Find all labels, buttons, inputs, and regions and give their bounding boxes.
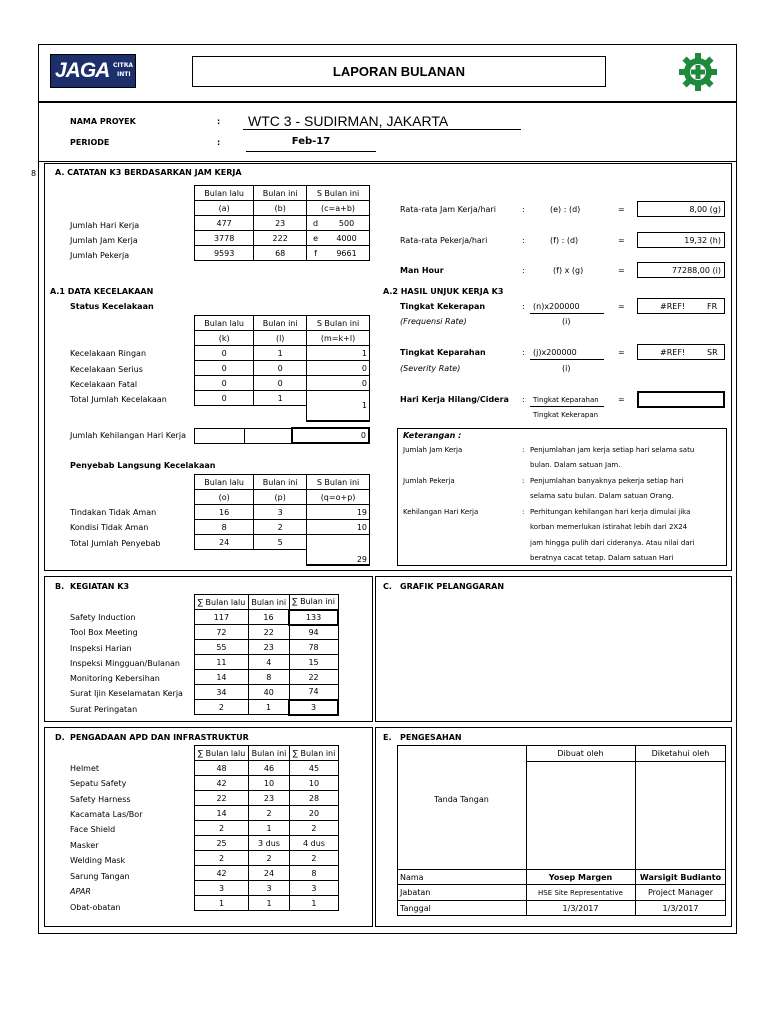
col-head: Bulan ini	[254, 316, 307, 331]
cell: 1	[307, 391, 370, 421]
sr-value: #REF!	[660, 348, 686, 357]
cell: 25	[195, 836, 249, 851]
sr-equals: =	[618, 348, 625, 357]
note-line: korban memerlukan istirahat lebih dari 2X24	[530, 523, 688, 531]
cell: 0	[307, 376, 370, 391]
row-label: Obat-obatan	[70, 903, 121, 912]
cell: 0	[195, 376, 254, 391]
section-e-title: PENGESAHAN	[400, 733, 462, 742]
approval-divider	[397, 900, 726, 901]
cell: 500	[324, 216, 369, 231]
cell: 1	[254, 346, 307, 361]
sr-denominator: (i)	[562, 364, 571, 373]
col-head: Bulan ini	[248, 595, 289, 610]
cell: 22	[248, 625, 289, 640]
row-label: Kecelakaan Ringan	[70, 349, 147, 358]
cell: 3	[289, 881, 338, 896]
cell: 1	[249, 896, 290, 911]
note-line: jam hingga pulih dari cideranya. Atau nilai dari	[530, 539, 695, 547]
cell: 10	[249, 776, 290, 791]
cell: 34	[195, 685, 249, 700]
note-line: Penjumlahan jam kerja setiap hari selama satu	[530, 446, 695, 454]
cell: 2	[289, 851, 338, 866]
ratio-label: Rata-rata Jam Kerja/hari	[400, 205, 496, 214]
cell: 15	[289, 655, 338, 670]
known-by-label: Diketahui oleh	[651, 749, 710, 758]
section-c-title: GRAFIK PELANGGARAN	[400, 582, 505, 591]
note-colon: :	[522, 477, 525, 485]
col-head: S Bulan ini	[307, 316, 370, 331]
note-colon: :	[522, 446, 525, 454]
row-label: Jumlah Jam Kerja	[70, 236, 138, 245]
cell: 74	[289, 685, 338, 700]
sr-formula: (j)x200000	[533, 348, 577, 357]
ratio-formula: (f) : (d)	[550, 236, 579, 245]
cell: 4	[248, 655, 289, 670]
project-underline	[243, 129, 521, 130]
cell: f	[307, 246, 324, 261]
cell: 10	[307, 520, 370, 535]
sr-fraction-line	[530, 359, 604, 360]
sign-label: Tanda Tangan	[434, 795, 489, 804]
lost-days-value: 0	[292, 428, 370, 443]
fr-equals: =	[618, 302, 625, 311]
col-head: S Bulan ini	[307, 475, 370, 490]
approval-divider	[397, 884, 726, 885]
cell: 0	[254, 376, 307, 391]
cell: 22	[195, 791, 249, 806]
section-e-letter: E.	[383, 733, 392, 742]
note-term: Jumlah Jam Kerja	[403, 446, 463, 454]
cell: 9593	[195, 246, 254, 261]
cell: 4000	[324, 231, 369, 246]
row-label: Surat Ijin Keselamatan Kerja	[70, 689, 183, 698]
row-label: Tool Box Meeting	[70, 628, 138, 637]
sr-sub: (Severity Rate)	[400, 364, 461, 373]
col-code: (a)	[195, 201, 254, 216]
fr-code: FR	[707, 302, 718, 311]
signer-position: HSE Site Representative	[538, 889, 623, 897]
cell: d	[307, 216, 324, 231]
ratio-label: Man Hour	[400, 266, 444, 275]
cell: 0	[254, 361, 307, 376]
col-code: (k)	[195, 331, 254, 346]
status-title: Status Kecelakaan	[70, 302, 154, 311]
note-line: bulan. Dalam satuan Jam.	[530, 461, 621, 469]
name-label: Nama	[400, 873, 424, 882]
section-a1-title: A.1 DATA KECELAKAAN	[50, 287, 154, 296]
cell: 14	[195, 670, 249, 685]
cause-table	[194, 474, 370, 566]
col-head: Bulan lalu	[195, 186, 254, 201]
col-code: (b)	[254, 201, 307, 216]
accident-table	[194, 315, 370, 422]
cell: 24	[249, 866, 290, 881]
row-label: Jumlah Hari Kerja	[70, 221, 140, 230]
cell: 1	[254, 391, 307, 406]
row-label: Inspeksi Harian	[70, 644, 132, 653]
row-label: Sarung Tangan	[70, 872, 130, 881]
cell: 3	[195, 881, 249, 896]
activity-table	[194, 594, 339, 716]
cell: 222	[254, 231, 307, 246]
col-head: Bulan ini	[254, 475, 307, 490]
section-d-title: PENGADAAN APD DAN INFRASTRUKTUR	[70, 733, 249, 742]
section-a2-title: A.2 HASIL UNJUK KERJA K3	[383, 287, 504, 296]
cell: 477	[195, 216, 254, 231]
cell: 2	[195, 851, 249, 866]
row-label: Monitoring Kebersihan	[70, 674, 160, 683]
row-label: Masker	[70, 841, 99, 850]
section-c-box	[375, 576, 732, 722]
ratio-colon: :	[522, 236, 525, 245]
cell: 55	[195, 640, 249, 655]
approver-position: Project Manager	[648, 888, 713, 897]
lost-days-table	[194, 427, 370, 444]
col-code: (q=o+p)	[307, 490, 370, 505]
project-label: NAMA PROYEK	[70, 117, 136, 126]
row-label: Sepatu Safety	[70, 779, 127, 788]
cell: 2	[195, 700, 249, 715]
project-colon: :	[217, 117, 221, 126]
cell: 0	[307, 361, 370, 376]
fr-fraction-line	[530, 313, 604, 314]
cell: 9661	[324, 246, 369, 261]
notes-title: Keterangan :	[403, 431, 462, 440]
row-label: Kacamata Las/Bor	[70, 810, 143, 819]
note-line: Penjumlahan banyaknya pekerja setiap hari	[530, 477, 684, 485]
cell: 133	[289, 610, 338, 625]
section-a-title: A. CATATAN K3 BERDASARKAN JAM KERJA	[55, 168, 242, 177]
cell: 0	[195, 346, 254, 361]
fr-formula: (n)x200000	[533, 302, 580, 311]
cell: 23	[249, 791, 290, 806]
col-code: (m=k+l)	[307, 331, 370, 346]
ratio-label: Rata-rata Pekerja/hari	[400, 236, 488, 245]
note-line: selama satu bulan. Dalam satuan Orang.	[530, 492, 674, 500]
approval-divider	[397, 869, 726, 870]
col-head: ∑ Bulan ini	[289, 595, 338, 610]
cell: 3	[249, 881, 290, 896]
col-head: Bulan ini	[249, 746, 290, 761]
cell: 1	[249, 821, 290, 836]
signer-name: Yosep Margen	[548, 873, 613, 882]
lost-days-label: Jumlah Kehilangan Hari Kerja	[70, 431, 186, 440]
position-label: Jabatan	[400, 888, 431, 897]
page-title: LAPORAN BULANAN	[332, 64, 466, 79]
ratio-equals: =	[618, 236, 625, 245]
ratio-colon: :	[522, 205, 525, 214]
note-line: beratnya cacat tetap. Dalam satuan Hari	[530, 554, 674, 562]
cell: 2	[289, 821, 338, 836]
cell: 2	[249, 806, 290, 821]
fr-value: #REF!	[660, 302, 686, 311]
approver-date: 1/3/2017	[662, 904, 699, 913]
cell: 45	[289, 761, 338, 776]
col-code: (c=a+b)	[307, 201, 370, 216]
cell: 5	[254, 535, 307, 550]
cell: 19	[307, 505, 370, 520]
col-head: S Bulan ini	[307, 186, 370, 201]
logo-sub1: CITRA	[113, 62, 133, 69]
cell: 78	[289, 640, 338, 655]
cell: 3 dus	[249, 836, 290, 851]
ratio-formula: (e) : (d)	[550, 205, 581, 214]
approval-divider	[526, 761, 726, 762]
cell: 2	[249, 851, 290, 866]
col-head: Bulan ini	[254, 186, 307, 201]
period-value: Feb-17	[291, 136, 331, 147]
cell: 20	[289, 806, 338, 821]
project-value: WTC 3 - SUDIRMAN, JAKARTA	[248, 113, 449, 129]
signer-date: 1/3/2017	[562, 904, 599, 913]
row-label: Surat Peringatan	[70, 705, 138, 714]
approver-name: Warsigit Budianto	[639, 873, 722, 882]
date-label: Tanggal	[400, 904, 431, 913]
sr-colon: :	[522, 348, 525, 357]
row-label: Total Jumlah Penyebab	[70, 539, 161, 548]
section-b-title: KEGIATAN K3	[70, 582, 130, 591]
cell: 1	[248, 700, 289, 715]
cell: 1	[195, 896, 249, 911]
cell: 24	[195, 535, 254, 550]
fr-denominator: (i)	[562, 317, 571, 326]
cell: 10	[289, 776, 338, 791]
cell: 4 dus	[289, 836, 338, 851]
row-label: Kecelakaan Serius	[70, 365, 143, 374]
company-logo	[50, 54, 136, 88]
fr-sub: (Frequensi Rate)	[400, 317, 467, 326]
cell: 2	[195, 821, 249, 836]
apd-table	[194, 745, 339, 911]
cell: 16	[248, 610, 289, 625]
cell: 14	[195, 806, 249, 821]
ratio-value: 8,00 (g)	[689, 205, 721, 214]
cell: 11	[195, 655, 249, 670]
note-line: Perhitungan kehilangan hari kerja dimulai jika	[530, 508, 691, 516]
row-label: Face Shield	[70, 825, 116, 834]
lost-denominator: Tingkat Kekerapan	[533, 411, 599, 419]
ratio-equals: =	[618, 205, 625, 214]
cell: 42	[195, 866, 249, 881]
lost-label: Hari Kerja Hilang/Cidera	[400, 395, 509, 404]
cell: 3	[254, 505, 307, 520]
lost-numerator: Tingkat Keparahan	[533, 396, 599, 404]
logo-text: JAGA	[55, 59, 110, 82]
cell: 22	[289, 670, 338, 685]
row-label: Total Jumlah Kecelakaan	[70, 395, 167, 404]
row-label: Kecelakaan Fatal	[70, 380, 138, 389]
note-term: Kehilangan Hari Kerja	[403, 508, 479, 516]
cause-title: Penyebab Langsung Kecelakaan	[70, 461, 216, 470]
cell: 48	[195, 761, 249, 776]
row-label: Helmet	[70, 764, 100, 773]
cell: 23	[254, 216, 307, 231]
col-head: ∑ Bulan lalu	[195, 746, 249, 761]
row-label: Kondisi Tidak Aman	[70, 523, 149, 532]
row-label: Tindakan Tidak Aman	[70, 508, 157, 517]
section-b-letter: B.	[55, 582, 65, 591]
cell: 40	[248, 685, 289, 700]
cell: 8	[289, 866, 338, 881]
logo-sub2: INTI	[117, 71, 131, 78]
cell: e	[307, 231, 324, 246]
cell: 29	[307, 535, 370, 565]
section-d-letter: D.	[55, 733, 65, 742]
sr-code: SR	[707, 348, 718, 357]
cell: 8	[195, 520, 254, 535]
cell: 8	[248, 670, 289, 685]
cell: 2	[254, 520, 307, 535]
fr-label: Tingkat Kekerapan	[400, 302, 486, 311]
col-head: Bulan lalu	[195, 475, 254, 490]
made-by-label: Dibuat oleh	[557, 749, 604, 758]
note-term: Jumlah Pekerja	[403, 477, 455, 485]
cell: 46	[249, 761, 290, 776]
cell: 94	[289, 625, 338, 640]
ratio-formula: (f) x (g)	[553, 266, 584, 275]
section-c-letter: C.	[383, 582, 392, 591]
row-label: Jumlah Pekerja	[70, 251, 130, 260]
row-label: Welding Mask	[70, 856, 126, 865]
col-head: ∑ Bulan lalu	[195, 595, 249, 610]
row-label: Safety Harness	[70, 795, 131, 804]
cell: 3778	[195, 231, 254, 246]
cell: 1	[289, 896, 338, 911]
period-label: PERIODE	[70, 138, 110, 147]
cell: 3	[289, 700, 338, 715]
cell: 117	[195, 610, 249, 625]
ratio-value: 77288,00 (i)	[671, 266, 721, 275]
ratio-equals: =	[618, 266, 625, 275]
sr-label: Tingkat Keparahan	[400, 348, 486, 357]
cell: 68	[254, 246, 307, 261]
note-colon: :	[522, 508, 525, 516]
page-marker: 8	[31, 169, 37, 178]
cell: 0	[195, 361, 254, 376]
cell: 72	[195, 625, 249, 640]
fr-colon: :	[522, 302, 525, 311]
section-a-table	[194, 185, 370, 261]
period-underline	[246, 151, 376, 152]
col-head: Bulan lalu	[195, 316, 254, 331]
project-info-box	[38, 102, 737, 162]
lost-equals: =	[618, 395, 625, 404]
cell: 23	[248, 640, 289, 655]
ratio-colon: :	[522, 266, 525, 275]
row-label: Safety Induction	[70, 613, 136, 622]
cell: 16	[195, 505, 254, 520]
col-code: (o)	[195, 490, 254, 505]
row-label: Inspeksi Mingguan/Bulanan	[70, 659, 180, 668]
cell: 1	[307, 346, 370, 361]
cell: 0	[195, 391, 254, 406]
lost-value-box	[637, 391, 725, 408]
gear-icon	[676, 50, 720, 94]
lost-colon: :	[522, 395, 525, 404]
col-code: (p)	[254, 490, 307, 505]
row-label: APAR	[70, 887, 91, 896]
lost-fraction-line	[530, 406, 604, 407]
ratio-value: 19,32 (h)	[684, 236, 721, 245]
cell: 28	[289, 791, 338, 806]
col-head: ∑ Bulan ini	[289, 746, 338, 761]
period-colon: :	[217, 138, 221, 147]
cell: 42	[195, 776, 249, 791]
col-code: (l)	[254, 331, 307, 346]
